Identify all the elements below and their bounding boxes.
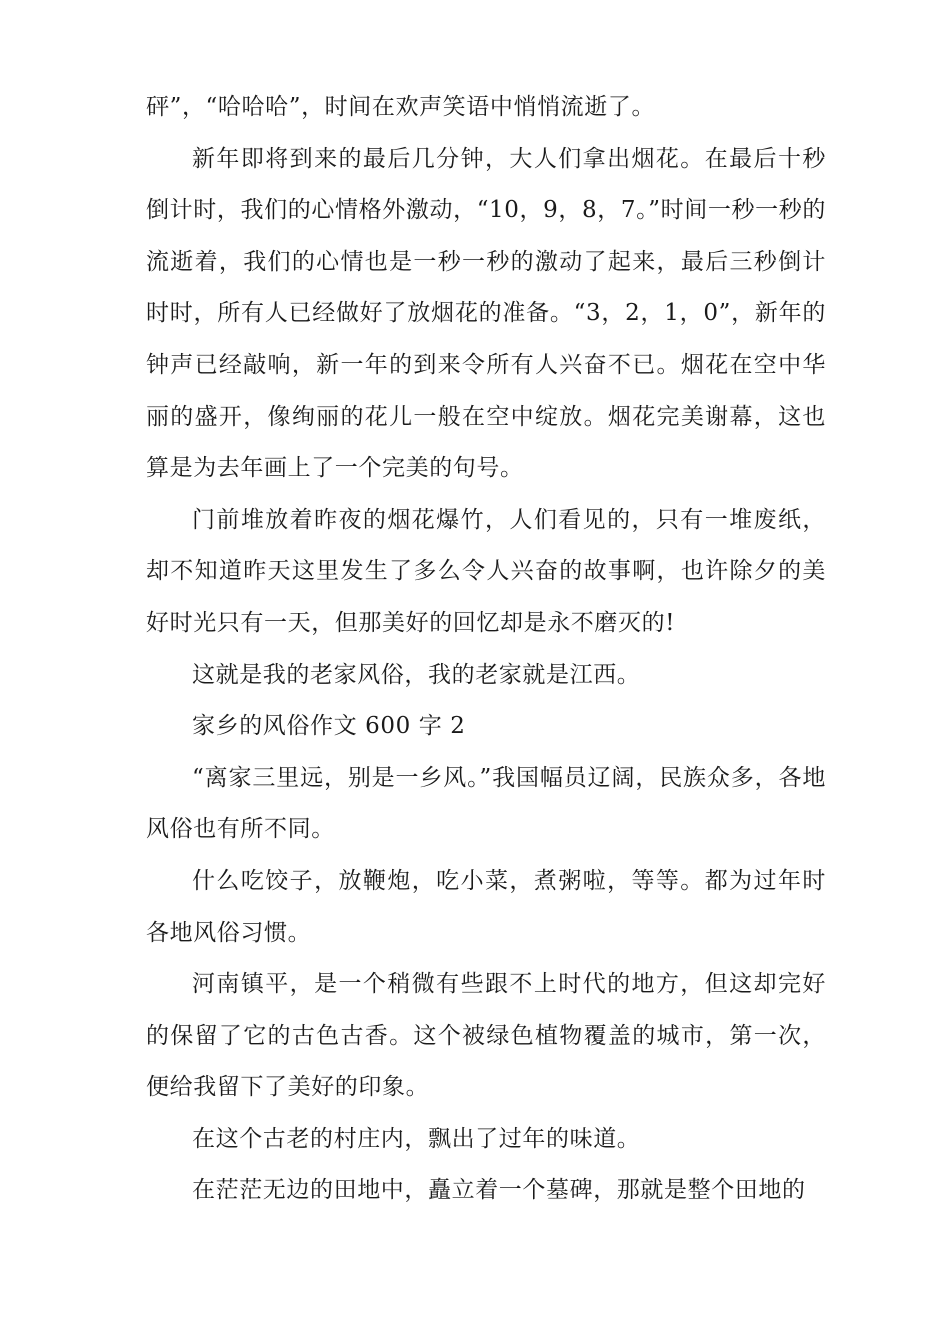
paragraph-morning-after: 门前堆放着昨夜的烟花爆竹，人们看见的，只有一堆废纸，却不知道昨天这里发生了多么令人兴奋的故事啊，也许除夕的美好时光只有一天，但那美好的回忆却是永不磨灭的! — [146, 506, 826, 636]
paragraph-hometown-jiangxi: 这就是我的老家风俗，我的老家就是江西。 — [192, 661, 641, 688]
paragraph-zhenping: 河南镇平，是一个稍微有些跟不上时代的地方，但这却完好的保留了它的古色古香。这个被绿色植物覆盖的城市，第一次，便给我留下了美好的印象。 — [146, 971, 826, 1101]
paragraph-proverb: “离家三里远，别是一乡风。”我国幅员辽阔，民族众多，各地风俗也有所不同。 — [146, 764, 826, 843]
paragraph-village: 在这个古老的村庄内，飘出了过年的味道。 — [192, 1125, 641, 1152]
document-body — [146, 82, 826, 1217]
paragraph-field-tombstone: 在茫茫无边的田地中，矗立着一个墓碑，那就是整个田地的 — [192, 1177, 806, 1204]
paragraph-customs-list: 什么吃饺子，放鞭炮，吃小菜，煮粥啦，等等。都为过年时各地风俗习惯。 — [146, 867, 826, 946]
paragraph-continuation: 砰”，“哈哈哈”，时间在欢声笑语中悄悄流逝了。 — [146, 94, 656, 120]
paragraph-fireworks-countdown: 新年即将到来的最后几分钟，大人们拿出烟花。在最后十秒倒计时，我们的心情格外激动，“10，9，8，7。”时间一秒一秒的流逝着，我们的心情也是一秒一秒的激动了起来，最后三秒倒计时时，所有人已经做好了放烟花的准备。“3，2，1，0”，新年的钟声已经敲响，新一年的到来令所有人兴奋不已。烟花在空中华丽的盛开，像绚丽的花儿一般在空中绽放。烟花完美谢幕，这也算是为去年画上了一个完美的句号。 — [146, 145, 826, 482]
essay-title-2: 家乡的风俗作文 600 字 2 — [192, 713, 466, 740]
